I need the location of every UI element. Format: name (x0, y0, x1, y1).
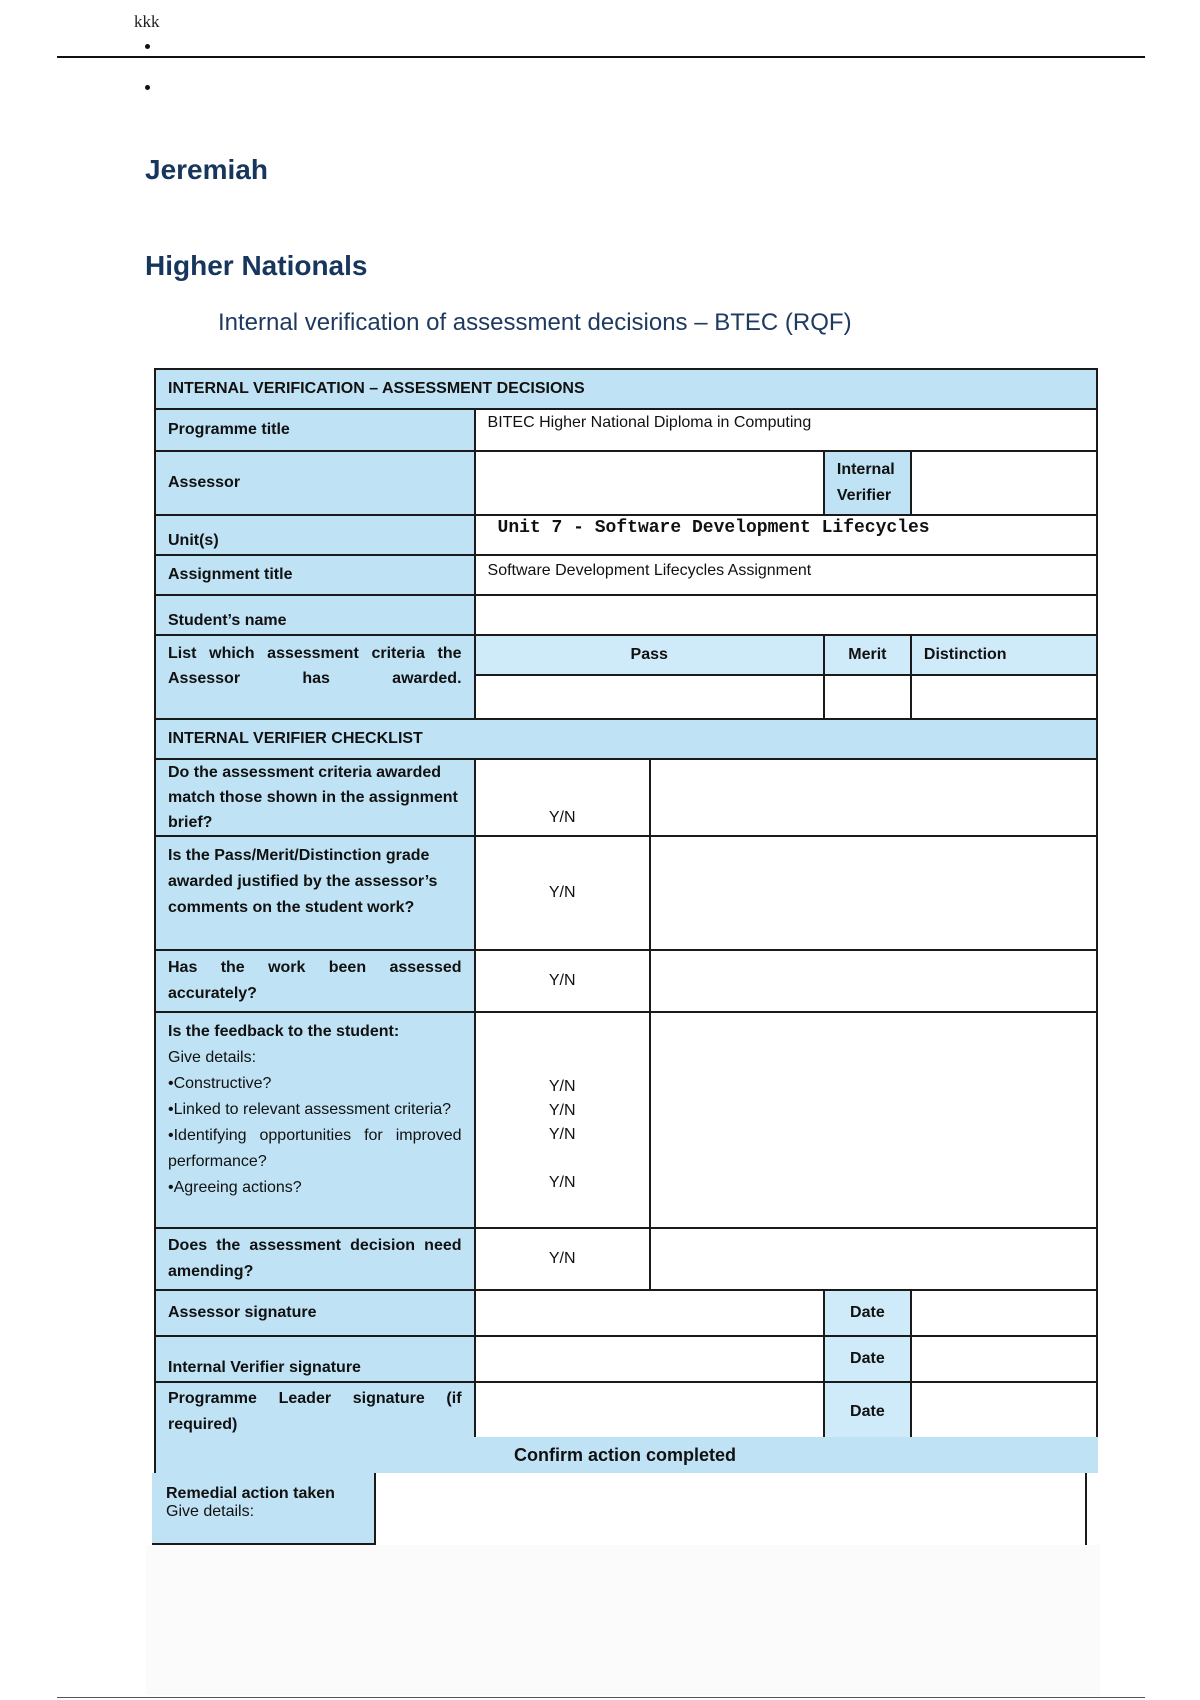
pl-signature-label-text: Programme Leader signature (if required) (168, 1390, 462, 1433)
assessor-date-label: Date (824, 1290, 911, 1336)
yn-assessed-accurately[interactable]: Y/N (475, 950, 650, 1012)
grade-pass-header: Pass (475, 635, 824, 675)
question-criteria-match: Do the assessment criteria awarded match those shown in the assignment brief? (155, 759, 475, 836)
remedial-give-details: Give details: (166, 1503, 255, 1520)
grade-pass-field[interactable] (475, 675, 824, 719)
confirm-action-header: Confirm action completed (154, 1437, 1096, 1473)
question-grade-justified: Is the Pass/Merit/Distinction grade awarded justified by the assessor’s comments on the student work? (155, 836, 475, 950)
units-value-text: Unit 7 - Software Development Lifecycles (497, 518, 930, 538)
question-amending (155, 1228, 475, 1290)
verification-form (154, 368, 1098, 1443)
yn-criteria-match[interactable]: Y/N (475, 759, 650, 836)
iv-date-field[interactable] (911, 1336, 1097, 1382)
question-feedback-title: Is the feedback to the student: (168, 1023, 400, 1040)
pl-date-field[interactable] (911, 1382, 1097, 1442)
programme-title-value: BITEC Higher National Diploma in Computing (475, 409, 1097, 451)
question-amending-text: Does the assessment decision need amending? (168, 1237, 462, 1280)
feedback-item-linked: •Linked to relevant assessment criteria? (168, 1101, 452, 1118)
yn-feedback-group (475, 1012, 650, 1228)
remedial-action-box (152, 1473, 376, 1545)
student-heading: Jeremiah (145, 154, 268, 185)
feedback-item-opportunities: •Identifying opportunities for improved performance? (168, 1127, 462, 1170)
question-feedback-give: Give details: (168, 1049, 257, 1066)
section-title: Higher Nationals (145, 250, 368, 281)
programme-title-label: Programme title (155, 409, 475, 451)
pl-signature-label (155, 1382, 475, 1442)
yn-feedback-opportunities[interactable]: Y/N (548, 1126, 576, 1143)
form-heading: INTERNAL VERIFICATION – ASSESSMENT DECISIONS (155, 369, 1097, 409)
feedback-item-agreeing: •Agreeing actions? (168, 1179, 302, 1196)
criteria-label-text: List which assessment criteria the Assessor has awarded. (168, 645, 462, 687)
assessor-signature-label: Assessor signature (155, 1290, 475, 1336)
footer-rule (57, 1697, 1145, 1698)
yn-amending[interactable]: Y/N (475, 1228, 650, 1290)
page-subtitle: Internal verification of assessment decisions – BTEC (RQF) (218, 309, 852, 336)
remedial-right-border (1085, 1473, 1087, 1545)
remedial-action-label: Remedial action taken (166, 1485, 335, 1502)
pl-date-label: Date (824, 1382, 911, 1442)
comment-assessed-accurately[interactable] (650, 950, 1097, 1012)
question-assessed-accurately-text: Has the work been assessed accurately? (168, 959, 462, 1002)
comment-amending[interactable] (650, 1228, 1097, 1290)
assignment-title-label: Assignment title (155, 555, 475, 595)
yn-feedback-agreeing[interactable]: Y/N (548, 1174, 576, 1191)
question-assessed-accurately (155, 950, 475, 1012)
header-text: kkk (134, 12, 160, 31)
page-blank-area (146, 1545, 1100, 1695)
assessor-date-field[interactable] (911, 1290, 1097, 1336)
yn-feedback-constructive[interactable]: Y/N (548, 1078, 576, 1095)
criteria-label (155, 635, 475, 719)
comment-criteria-match[interactable] (650, 759, 1097, 836)
comment-feedback[interactable] (650, 1012, 1097, 1228)
assessor-label: Assessor (155, 451, 475, 515)
assignment-title-value: Software Development Lifecycles Assignment (475, 555, 1097, 595)
yn-grade-justified[interactable]: Y/N (475, 836, 650, 950)
grade-merit-field[interactable] (824, 675, 911, 719)
confirm-action-tab (1086, 1437, 1098, 1473)
iv-signature-label: Internal Verifier signature (155, 1336, 475, 1382)
units-value (475, 515, 1097, 555)
iv-signature-field[interactable] (475, 1336, 824, 1382)
iv-date-label: Date (824, 1336, 911, 1382)
yn-feedback-stack (488, 1075, 637, 1195)
checklist-heading: INTERNAL VERIFIER CHECKLIST (155, 719, 1097, 759)
grade-merit-header: Merit (824, 635, 911, 675)
header-rule (57, 56, 1145, 58)
bullet-icon (145, 44, 150, 49)
question-feedback (155, 1012, 475, 1228)
yn-feedback-linked[interactable]: Y/N (548, 1102, 576, 1119)
units-label: Unit(s) (155, 515, 475, 555)
bullet-icon (145, 85, 150, 90)
students-name-field[interactable] (475, 595, 1097, 635)
grade-distinction-field[interactable] (911, 675, 1097, 719)
assessor-field[interactable] (475, 451, 824, 515)
grade-distinction-header: Distinction (911, 635, 1097, 675)
assessor-signature-field[interactable] (475, 1290, 824, 1336)
internal-verifier-field[interactable] (911, 451, 1097, 515)
comment-grade-justified[interactable] (650, 836, 1097, 950)
pl-signature-field[interactable] (475, 1382, 824, 1442)
internal-verifier-label: Internal Verifier (824, 451, 911, 515)
feedback-item-constructive: •Constructive? (168, 1075, 272, 1092)
students-name-label: Student’s name (155, 595, 475, 635)
